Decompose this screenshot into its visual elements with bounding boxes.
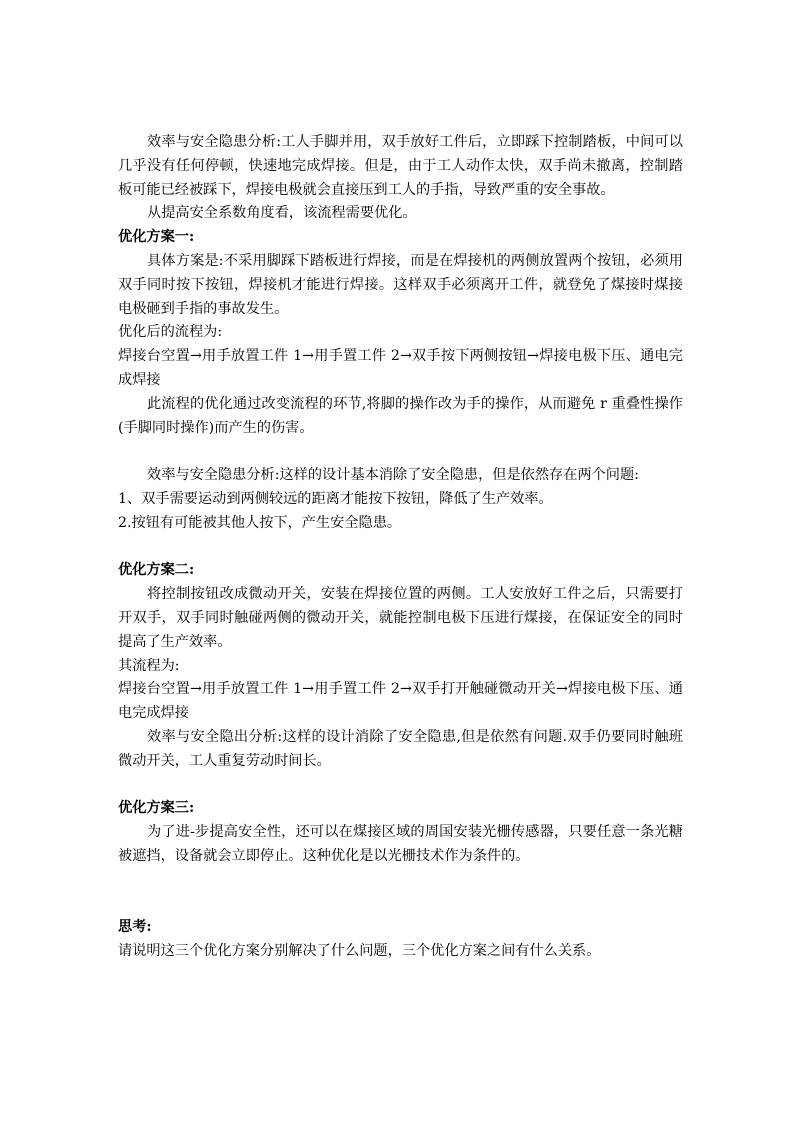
paragraph-plan-3-detail: 为了进-步提高安全性，还可以在煤接区域的周国安装光栅传感器，只要任意一条光糖被遮挡，设备就会立即停止。这种优化是以光栅技术作为条件的。 — [118, 824, 683, 864]
spacer — [118, 774, 683, 798]
heading-plan-1: 优化方案一: — [118, 229, 195, 246]
spacer — [118, 869, 683, 917]
paragraph-plan-2-detail: 将控制按钮改成微动开关，安装在焊接位置的两侧。工人安放好工件之后，只需要打开双手，双手同时触碰两侧的微动开关，就能控制电极下压进行煤接，在保证安全的同时提高了生产效率。 — [118, 586, 683, 650]
paragraph-flow-2: 焊接台空置→用手放置工件 1→用手置工件 2→双手打开触碰微动开关→焊接电极下压、通电完成焊接 — [118, 681, 683, 722]
document-page — [118, 131, 683, 964]
heading-think: 思考: — [118, 919, 152, 936]
spacer — [118, 536, 683, 560]
heading-plan-3: 优化方案三: — [118, 800, 195, 817]
paragraph-flow-label-2: 其流程为: — [118, 657, 180, 674]
paragraph-issue-2: 2.按钮有可能被其他人按下，产生安全隐患。 — [118, 514, 402, 531]
heading-plan-2: 优化方案二: — [118, 562, 195, 579]
paragraph-analysis-1: 效率与安全隐患分析:工人手脚并用，双手放好工件后，立即踩下控制踏板，中间可以几乎没有任何停顿，快速地完成焊接。但是，由于工人动作太快，双手尚未撤离，控制踏板可能已经被踩下，焊接电极就会直接压到工人的手指，导致严重的安全事故。 — [118, 134, 683, 198]
paragraph-plan-1-detail: 具体方案是:不采用脚踩下踏板进行焊接，而是在焊接机的两侧放置两个按钮，必须用双手同时按下按钮，焊接机才能进行焊接。这样双手必须离开工件，就登免了煤接时煤接电极砸到手指的事故发生。 — [118, 252, 683, 317]
paragraph-flow-label-1: 优化后的流程为: — [118, 324, 223, 341]
paragraph-question: 请说明这三个优化方案分别解决了什么问题，三个优化方案之间有什么关系。 — [118, 943, 601, 960]
paragraph-analysis-3: 效率与安全隐出分析:这样的设计消除了安全隐患,但是依然有问题.双手仍要同时触班微动开关，工人重复劳动时间长。 — [118, 728, 683, 769]
paragraph-analysis-2: 效率与安全隐患分析:这样的设计基本消除了安全隐患，但是依然存在两个问题: — [147, 467, 639, 484]
paragraph-issue-1: 1、双手需要运动到两侧较远的距离才能按下按钮，降低了生产效率。 — [118, 490, 553, 507]
paragraph-flow-1: 焊接台空置→用手放置工件 1→用手置工件 2→双手按下两侧按钮→焊接电极下压、通电完成焊接 — [118, 348, 683, 388]
paragraph-need-optimize: 从提高安全系数角度看，该流程需要优化。 — [147, 205, 417, 222]
paragraph-plan-1-explain: 此流程的优化通过改变流程的环节,将脚的操作改为手的操作，从而避免 r 重叠性操作(手脚同时操作)而产生的伤害。 — [118, 395, 683, 436]
spacer — [118, 440, 683, 464]
